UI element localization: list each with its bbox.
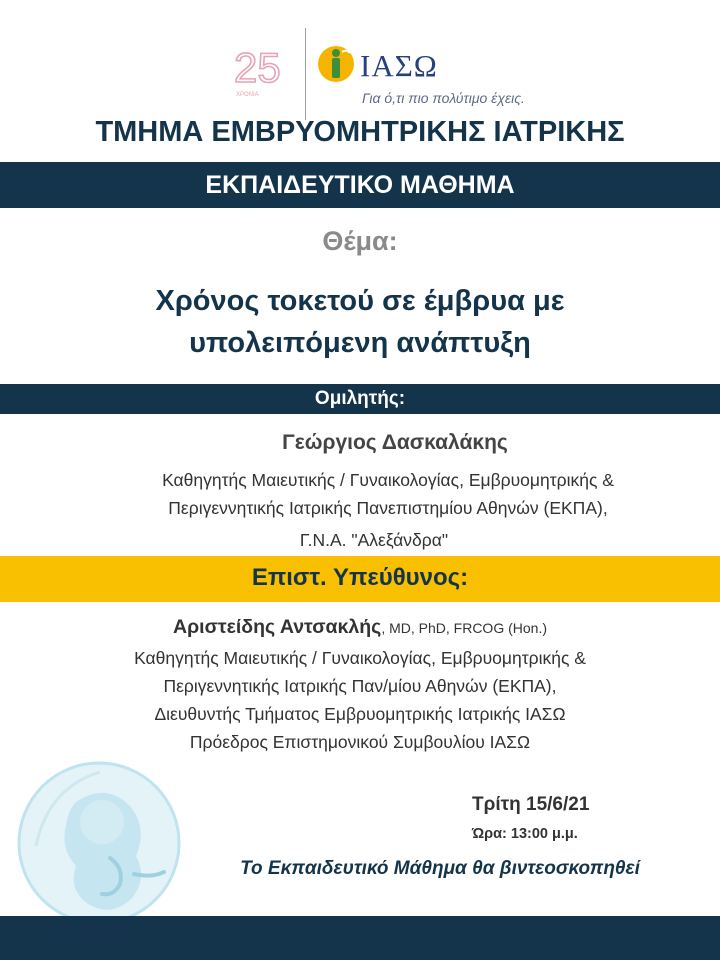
anniversary-label: ΧΡΟΝΙΑ [236, 92, 259, 98]
department-title: ΤΜΗΜΑ ΕΜΒΡΥΟΜΗΤΡΙΚΗΣ ΙΑΤΡΙΚΗΣ [95, 116, 625, 148]
iaso-logo-icon [316, 44, 356, 84]
brand-name: ΙΑΣΩ [360, 48, 438, 83]
embryo-icon [14, 748, 184, 938]
supervisor-title-line-2: Περιγεννητικής Ιατρικής Παν/μίου Αθηνών (ΕΚΠΑ), [163, 676, 557, 696]
supervisor-credentials: , MD, PhD, FRCOG (Hon.) [381, 620, 547, 636]
event-type-banner [0, 162, 720, 208]
supervisor-title-line-4: Πρόεδρος Επιστημονικού Συμβουλίου ΙΑΣΩ [189, 732, 531, 752]
supervisor-name: Αριστείδης Αντσακλής [173, 616, 382, 638]
event-time: Ώρα: 13:00 μ.μ. [472, 826, 578, 842]
logo-divider [305, 28, 306, 120]
speaker-title-line-1: Καθηγητής Μαιευτικής / Γυναικολογίας, Εμβρυομητρικής & [162, 470, 614, 490]
speaker-banner [0, 384, 720, 414]
supervisor-name-line [0, 616, 720, 639]
supervisor-title-line-1: Καθηγητής Μαιευτικής / Γυναικολογίας, Εμβρυομητρικής & [134, 648, 586, 668]
speaker-label: Ομιλητής: [314, 388, 406, 409]
topic-title [0, 280, 720, 364]
supervisor-label: Επιστ. Υπεύθυνος: [251, 564, 469, 591]
topic-line-2: υπολειπόμενη ανάπτυξη [189, 327, 531, 359]
brand-slogan: Για ό,τι πιο πολύτιμο έχεις. [362, 90, 525, 106]
speaker-affiliation: Γ.Ν.Α. "Αλεξάνδρα" [299, 530, 449, 550]
footer-bar [0, 916, 720, 960]
supervisor-title-line-3: Διευθυντής Τμήματος Εμβρυομητρικής Ιατρικής ΙΑΣΩ [154, 704, 566, 724]
supervisor-banner [0, 556, 720, 602]
anniversary-logo [232, 40, 302, 106]
video-note: Το Εκπαιδευτικό Μάθημα θα βιντεοσκοπηθεί [240, 858, 640, 879]
event-date: Τρίτη 15/6/21 [472, 794, 590, 815]
speaker-name: Γεώργιος Δασκαλάκης [282, 431, 508, 454]
event-type: ΕΚΠΑΙΔΕΥΤΙΚΟ ΜΑΘΗΜΑ [205, 171, 515, 199]
topic-label: Θέμα: [322, 226, 398, 256]
anniversary-number: 25 [234, 44, 281, 91]
speaker-title-line-2: Περιγεννητικής Ιατρικής Πανεπιστημίου Αθηνών (ΕΚΠΑ), [168, 498, 608, 518]
topic-line-1: Χρόνος τοκετού σε έμβρυα με [155, 285, 565, 317]
